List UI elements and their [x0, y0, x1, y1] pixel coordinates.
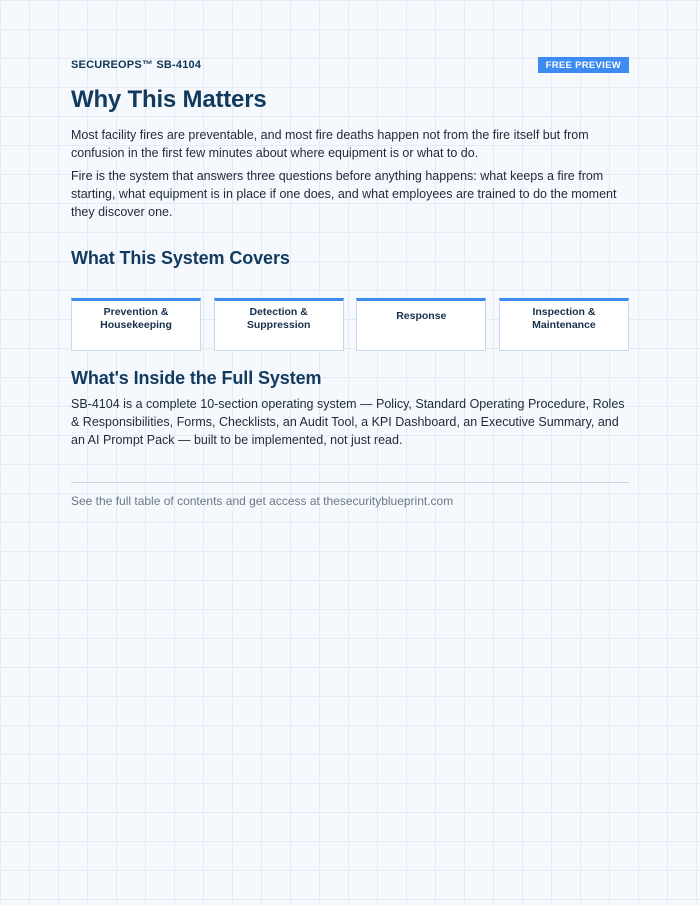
inside-heading: What's Inside the Full System [71, 368, 322, 388]
coverage-card-label: Response [396, 310, 447, 322]
divider [71, 482, 629, 483]
page-title: Why This Matters [71, 86, 267, 113]
document-code: SECUREOPS™ SB-4104 [71, 58, 202, 71]
covers-heading: What This System Covers [71, 248, 290, 268]
coverage-card-detection [214, 298, 344, 351]
why-paragraph-1: Most facility fires are preventable, and most fire deaths happen not from the fire itself but from confusion in the first few minutes about where equipment is or what to do. [71, 128, 589, 160]
coverage-cards [71, 298, 629, 351]
footer-note: See the full table of contents and get access at thesecurityblueprint.com [71, 494, 454, 508]
free-preview-badge: FREE PREVIEW [538, 57, 629, 73]
coverage-card-label: Inspection & Maintenance [532, 306, 596, 331]
why-paragraph-2: Fire is the system that answers three questions before anything happens: what keeps a fire from starting, what equipment is in place if one does, and what employees are trained to do the moment they discover one. [71, 169, 617, 219]
coverage-card-label: Prevention & Housekeeping [100, 306, 172, 331]
coverage-card-prevention [71, 298, 201, 351]
document-page [71, 56, 629, 508]
coverage-card-inspection [499, 298, 629, 351]
document-header [71, 56, 629, 73]
coverage-card-label: Detection & Suppression [246, 306, 311, 331]
inside-paragraph: SB-4104 is a complete 10-section operating system — Policy, Standard Operating Procedure, Roles & Responsibilities, Forms, Checklists, an Audit Tool, a KPI Dashboard, an Executive Summary, and an AI Prompt Pack — built to be implemented, not just read. [71, 397, 625, 447]
coverage-card-response [356, 298, 486, 351]
